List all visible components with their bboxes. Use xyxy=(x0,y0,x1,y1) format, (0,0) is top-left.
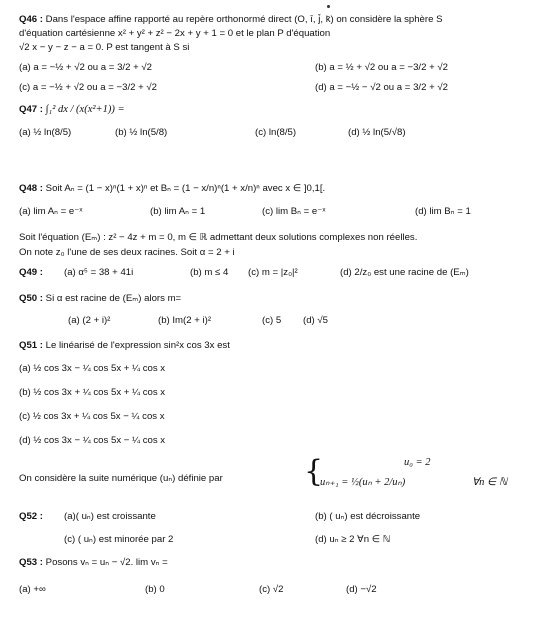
q48-option-d[interactable]: (d) lim Bₙ = 1 xyxy=(415,206,471,217)
q50-option-d[interactable]: (d) √5 xyxy=(303,315,328,326)
system-brace: { xyxy=(304,454,324,489)
q48-label: Q48 : xyxy=(19,183,43,194)
q48-option-c[interactable]: (c) lim Bₙ = e⁻ˣ xyxy=(262,206,326,217)
q46-option-d[interactable]: (d) a = −½ − √2 ou a = 3/2 + √2 xyxy=(315,82,448,93)
q51-statement: Le linéarisé de l'expression sin²x cos 3x est xyxy=(45,340,230,351)
sequence-initial-term: u₀ = 2 xyxy=(404,457,431,468)
q49-line xyxy=(19,267,43,278)
q52-option-b[interactable]: (b) ( uₙ) est décroissante xyxy=(315,511,421,522)
q49-option-c[interactable]: (c) m = |z₀|² xyxy=(248,267,298,278)
q46-line1 xyxy=(19,14,442,25)
q53-option-b[interactable]: (b) 0 xyxy=(145,584,165,595)
q50-option-a[interactable]: (a) (2 + i)² xyxy=(68,315,111,326)
q46-label: Q46 : xyxy=(19,14,43,25)
q46-option-c[interactable]: (c) a = −½ + √2 ou a = −3/2 + √2 xyxy=(19,82,158,93)
q51-option-c[interactable]: (c) ½ cos 3x + ¼ cos 5x − ¼ cos x xyxy=(19,411,165,422)
q46-text-line2: d'équation cartésienne x² + y² + z² − 2x + y + 1 = 0 et le plan P d'équation xyxy=(19,28,331,39)
q50-option-b[interactable]: (b) Im(2 + i)² xyxy=(158,315,212,326)
q47-option-b[interactable]: (b) ½ ln(5/8) xyxy=(115,127,168,138)
sequence-domain: ∀n ∈ ℕ xyxy=(472,477,508,488)
q53-option-c[interactable]: (c) √2 xyxy=(259,584,284,595)
q47-option-d[interactable]: (d) ½ ln(5/√8) xyxy=(348,127,406,138)
q50-line xyxy=(19,293,181,304)
q47-option-c[interactable]: (c) ln(8/5) xyxy=(255,127,297,138)
q50-statement: Si α est racine de (Eₘ) alors m= xyxy=(45,293,182,304)
q53-line xyxy=(19,557,168,568)
q53-statement: Posons vₙ = uₙ − √2. lim vₙ = xyxy=(45,557,168,568)
q50-option-c[interactable]: (c) 5 xyxy=(262,315,282,326)
q52-label: Q52 : xyxy=(19,511,43,522)
q49-label: Q49 : xyxy=(19,267,43,278)
q48-statement: Soit Aₙ = (1 − x)ⁿ(1 + x)ⁿ et Bₙ = (1 − x/n)ⁿ(1 + x/n)ⁿ avec x ∈ ]0,1[. xyxy=(45,183,326,194)
q48-option-b[interactable]: (b) lim Aₙ = 1 xyxy=(150,206,206,217)
q47-integral: ∫₁² dx / (x(x²+1)) = xyxy=(45,104,125,115)
q53-label: Q53 : xyxy=(19,557,43,568)
q52-option-d[interactable]: (d) uₙ ≥ 2 ∀n ∈ ℕ xyxy=(315,534,391,545)
q49-option-b[interactable]: (b) m ≤ 4 xyxy=(190,267,229,278)
q48-option-a[interactable]: (a) lim Aₙ = e⁻ˣ xyxy=(19,206,83,217)
q51-option-b[interactable]: (b) ½ cos 3x + ¼ cos 5x + ¼ cos x xyxy=(19,387,166,398)
q51-option-d[interactable]: (d) ½ cos 3x − ¼ cos 5x − ¼ cos x xyxy=(19,435,166,446)
q52-line xyxy=(19,511,43,522)
q46-option-a[interactable]: (a) a = −½ + √2 ou a = 3/2 + √2 xyxy=(19,62,152,73)
q51-option-a[interactable]: (a) ½ cos 3x − ¼ cos 5x + ¼ cos x xyxy=(19,363,166,374)
q49-option-d[interactable]: (d) 2/z₀ est une racine de (Eₘ) xyxy=(340,267,469,278)
q47-option-a[interactable]: (a) ½ ln(8/5) xyxy=(19,127,72,138)
q49-option-a[interactable]: (a) α⁵ = 38 + 41i xyxy=(64,267,134,278)
q51-label: Q51 : xyxy=(19,340,43,351)
sequence-recurrence: uₙ₊₁ = ½(uₙ + 2/uₙ) xyxy=(320,477,406,488)
q51-line xyxy=(19,340,230,351)
q47-label: Q47 : xyxy=(19,104,43,115)
q50-label: Q50 : xyxy=(19,293,43,304)
q46-text-line1: Dans l'espace affine rapporté au repère orthonormé direct (O, ī, j̄, k̄) on considère la sphère S xyxy=(45,14,443,25)
q52-option-c[interactable]: (c) ( uₙ) est minorée par 2 xyxy=(64,534,174,545)
dot-mark xyxy=(327,5,330,8)
q48-line xyxy=(19,183,325,194)
em-text-line1: Soit l'équation (Eₘ) : z² − 4z + m = 0, m ∈ ℝ admettant deux solutions complexes non réelles. xyxy=(19,232,418,243)
sequence-intro: On considère la suite numérique (uₙ) définie par xyxy=(19,473,223,484)
q46-text-line3: √2 x − y − z − a = 0. P est tangent à S si xyxy=(19,42,190,53)
q52-option-a[interactable]: (a)( uₙ) est croissante xyxy=(64,511,156,522)
q47-line xyxy=(19,104,125,116)
em-text-line2: On note z₀ l'une de ses deux racines. Soit α = 2 + i xyxy=(19,247,235,258)
q53-option-a[interactable]: (a) +∞ xyxy=(19,584,46,595)
q53-option-d[interactable]: (d) −√2 xyxy=(346,584,377,595)
q46-option-b[interactable]: (b) a = ½ + √2 ou a = −3/2 + √2 xyxy=(315,62,448,73)
